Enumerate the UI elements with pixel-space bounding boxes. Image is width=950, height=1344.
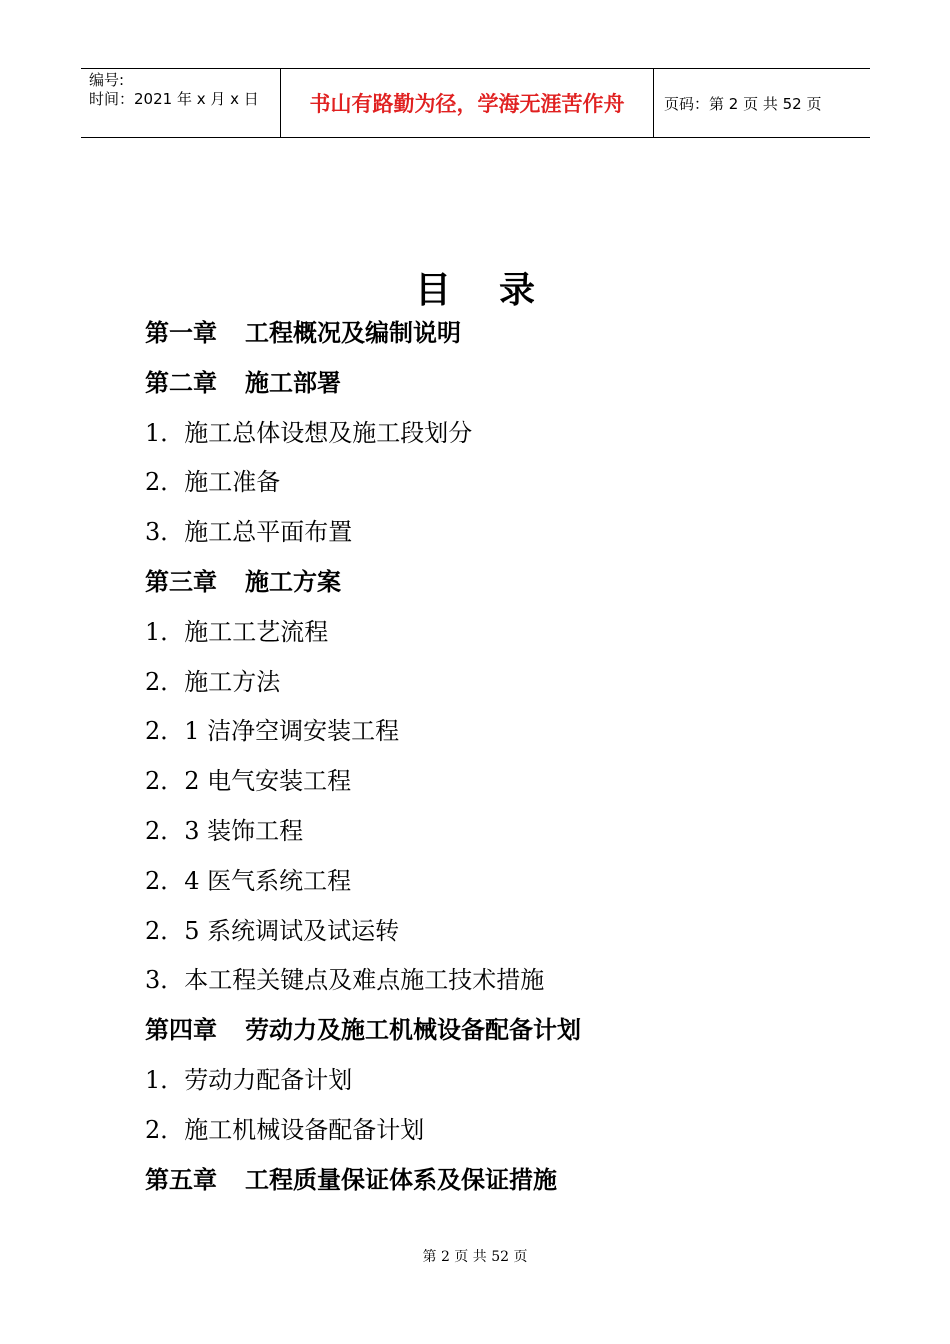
page-header xyxy=(81,68,870,138)
header-page-info: 页码：第 2 页 共 52 页 xyxy=(664,94,822,113)
toc-chapter[interactable] xyxy=(145,313,865,363)
document-date: 时间：2021 年 x 月 x 日 xyxy=(89,90,259,108)
toc-chapter-number: 第二章 xyxy=(145,368,217,397)
toc-section[interactable]: 1．劳动力配备计划 xyxy=(145,1065,353,1094)
page-footer: 第 2 页 共 52 页 xyxy=(422,1249,528,1265)
toc-section[interactable]: 3．施工总平面布置 xyxy=(145,518,353,547)
toc-chapter[interactable] xyxy=(145,363,865,413)
toc-section[interactable]: 1．施工总体设想及施工段划分 xyxy=(145,418,473,447)
header-meta xyxy=(81,69,281,137)
toc-chapter-number: 第三章 xyxy=(145,567,217,596)
toc-chapter-title: 劳动力及施工机械设备配备计划 xyxy=(245,1016,581,1045)
toc-section[interactable]: 2．4 医气系统工程 xyxy=(145,866,352,895)
toc-section[interactable]: 3．本工程关键点及难点施工技术措施 xyxy=(145,966,545,995)
toc-section[interactable]: 2．5 系统调试及试运转 xyxy=(145,916,400,945)
toc-section[interactable]: 2．3 装饰工程 xyxy=(145,816,304,845)
toc-chapter-title: 工程质量保证体系及保证措施 xyxy=(245,1165,557,1194)
header-motto: 书山有路勤为径，学海无涯苦作舟 xyxy=(281,69,654,137)
toc-chapter-number: 第四章 xyxy=(145,1016,217,1045)
toc-section[interactable]: 2．2 电气安装工程 xyxy=(145,767,352,796)
table-of-contents xyxy=(145,313,865,1209)
toc-chapter[interactable] xyxy=(145,1010,865,1060)
toc-chapter-number: 第五章 xyxy=(145,1165,217,1194)
toc-chapter-title: 施工方案 xyxy=(245,567,341,596)
document-number-label: 编号: xyxy=(89,71,125,89)
toc-chapter-title: 工程概况及编制说明 xyxy=(245,319,461,347)
toc-chapter-number: 第一章 xyxy=(145,319,217,347)
toc-section[interactable]: 2．1 洁净空调安装工程 xyxy=(145,717,400,746)
page-title: 目录 xyxy=(414,270,583,311)
toc-section[interactable]: 2．施工机械设备配备计划 xyxy=(145,1115,425,1144)
toc-chapter[interactable] xyxy=(145,1160,865,1210)
toc-section[interactable]: 1．施工工艺流程 xyxy=(145,617,329,646)
toc-chapter-title: 施工部署 xyxy=(245,368,341,397)
toc-chapter[interactable] xyxy=(145,562,865,612)
toc-section[interactable]: 2．施工方法 xyxy=(145,667,281,696)
toc-section[interactable]: 2．施工准备 xyxy=(145,468,281,497)
